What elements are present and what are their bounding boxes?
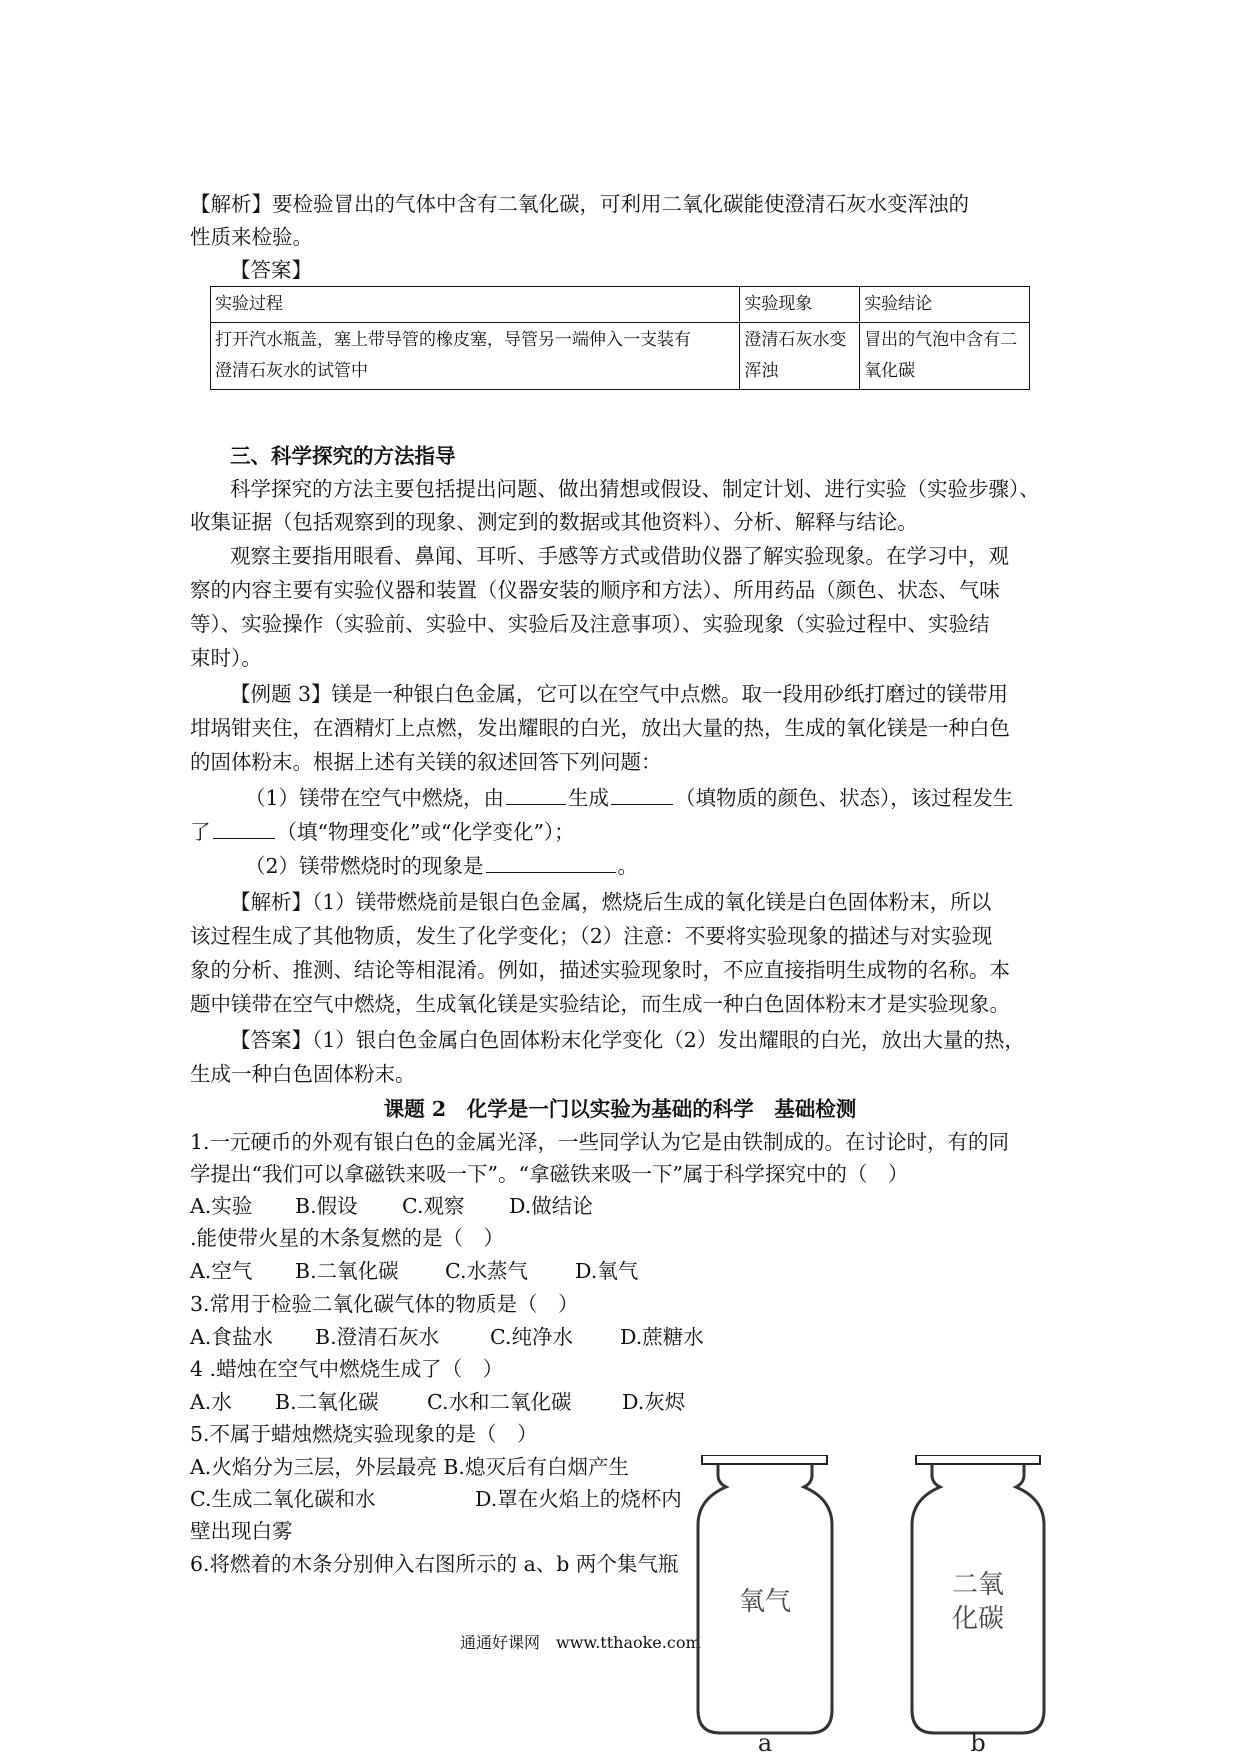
bottle-a-label: 氧气 <box>738 1587 792 1617</box>
bottle-b-label-line-1: 二氧 <box>951 1570 1005 1600</box>
example-3-question-1-cont <box>190 816 1060 848</box>
option-d: D.做结论 <box>509 1194 593 1218</box>
option-a: A.空气 <box>190 1259 253 1283</box>
bottle-a-lid <box>702 1455 827 1464</box>
bottle-a <box>698 1455 832 1733</box>
question-6-stem: 6.将燃着的木条分别伸入右图所示的 a、b 两个集气瓶 <box>190 1552 679 1576</box>
q1-text-3: （填物质的颜色、状态），该过程发生 <box>675 786 1014 810</box>
option-c: C.生成二氧化碳和水 <box>190 1487 376 1511</box>
answer-blank-2 <box>611 782 673 805</box>
question-4-options <box>190 1386 1060 1418</box>
option-d: D.蔗糖水 <box>620 1325 704 1349</box>
example-3-line-2: 坩埚钳夹住，在酒精灯上点燃，发出耀眼的白光，放出大量的热，生成的氧化镁是一种白色 <box>190 716 1010 740</box>
example-3-question-2 <box>245 850 1060 882</box>
bottle-b <box>912 1455 1044 1733</box>
section-3-p2-line-3: 等）、实验操作（实验前、实验中、实验后及注意事项）、实验现象（实验过程中、实验结 <box>190 612 990 636</box>
analysis-3-line-3: 象的分析、推测、结论等相混淆。例如，描述实验现象时，不应直接指明生成物的名称。本 <box>190 958 1010 982</box>
option-a: A.水 <box>190 1390 232 1414</box>
option-b: B.澄清石灰水 <box>315 1325 440 1349</box>
cell-conclusion-line-1: 冒出的气泡中含有二 <box>864 330 1018 350</box>
question-5-option-d-cont: 壁出现白雾 <box>190 1519 293 1543</box>
bottle-b-lid <box>916 1455 1040 1464</box>
q1-text-1: （1）镁带在空气中燃烧，由 <box>245 786 505 810</box>
section-3-p1-line-2: 收集证据（包括观察到的现象、测定到的数据或其他资料）、分析、解释与结论。 <box>190 510 918 534</box>
answer-3-line-2: 生成一种白色固体粉末。 <box>190 1062 416 1086</box>
caption-b: b <box>970 1729 986 1753</box>
option-a: A.实验 <box>190 1194 253 1218</box>
question-4-stem: 4 .蜡烛在空气中燃烧生成了（ ） <box>190 1357 504 1381</box>
example-3-question-1 <box>245 782 1060 814</box>
analysis-3-line-1: 【解析】（1）镁带燃烧前是银白色金属，燃烧后生成的氧化镁是白色固体粉末，所以 <box>230 890 992 914</box>
cell-phenomenon-line-2: 浑浊 <box>744 361 779 381</box>
option-c: C.水蒸气 <box>445 1259 528 1283</box>
option-a: A.食盐水 <box>190 1325 273 1349</box>
cell-process-line-2: 澄清石灰水的试管中 <box>215 361 368 381</box>
section-3-p1-line-1: 科学探究的方法主要包括提出问题、做出猜想或假设、制定计划、进行实验（实验步骤）、 <box>230 477 1040 501</box>
answer-table-row <box>211 323 1030 390</box>
header-phenomenon: 实验现象 <box>740 287 860 323</box>
cell-process-line-1: 打开汽水瓶盖，塞上带导管的橡皮塞，导管另一端伸入一支装有 <box>215 330 691 350</box>
answer-blank-3 <box>213 816 275 839</box>
q2-text-1: （2）镁带燃烧时的现象是 <box>245 854 484 878</box>
option-b: B.二氧化碳 <box>295 1259 399 1283</box>
answer-1-label: 【答案】 <box>230 258 312 282</box>
analysis-1-line-2: 性质来检验。 <box>190 225 313 249</box>
option-b: B.熄灭后有白烟产生 <box>443 1455 629 1479</box>
section-3-title: 三、科学探究的方法指导 <box>230 444 456 468</box>
answer-blank-4 <box>486 850 616 873</box>
option-c: C.水和二氧化碳 <box>427 1390 572 1414</box>
option-c: C.纯净水 <box>490 1325 573 1349</box>
cell-phenomenon-line-1: 澄清石灰水变 <box>744 330 847 350</box>
option-d: D.灰烬 <box>622 1390 686 1414</box>
cell-phenomenon <box>740 323 860 390</box>
option-d: D.氧气 <box>575 1259 639 1283</box>
section-3-p2-line-1: 观察主要指用眼看、鼻闻、耳听、手感等方式或借助仪器了解实验现象。在学习中，观 <box>230 544 1009 568</box>
bottle-b-label-line-2: 化碳 <box>951 1604 1005 1634</box>
q1-text-2: 生成 <box>568 786 610 810</box>
question-1-options <box>190 1190 1060 1222</box>
analysis-3-line-2: 该过程生成了其他物质，发生了化学变化；（2）注意：不要将实验现象的描述与对实验现 <box>190 924 993 948</box>
option-b: B.假设 <box>295 1194 358 1218</box>
answer-table <box>210 286 1030 390</box>
question-1-line-2: 学提出“我们可以拿磁铁来吸一下”。“拿磁铁来吸一下”属于科学探究中的（ ） <box>190 1162 909 1186</box>
option-b: B.二氧化碳 <box>275 1390 379 1414</box>
question-2-stem: .能使带火星的木条复燃的是（ ） <box>190 1226 505 1250</box>
question-2-options <box>190 1255 1060 1287</box>
cell-conclusion <box>860 323 1030 390</box>
lesson-heading: 课题 2 化学是一门以实验为基础的科学 基础检测 <box>383 1097 857 1121</box>
example-3-line-1: 【例题 3】镁是一种银白色金属，它可以在空气中点燃。取一段用砂纸打磨过的镁带用 <box>230 682 1009 706</box>
analysis-3-line-4: 题中镁带在空气中燃烧，生成氧化镁是实验结论，而生成一种白色固体粉末才是实验现象。 <box>190 992 1010 1016</box>
question-1-line-1: 1.一元硬币的外观有银白色的金属光泽，一些同学认为它是由铁制成的。在讨论时，有的同 <box>190 1130 1010 1154</box>
q1-text-4: 了 <box>190 820 211 844</box>
question-3-options <box>190 1321 1060 1353</box>
example-3-line-3: 的固体粉末。根据上述有关镁的叙述回答下列问题： <box>190 750 662 774</box>
option-d: D.罩在火焰上的烧杯内 <box>475 1487 682 1511</box>
header-conclusion: 实验结论 <box>860 287 1030 323</box>
header-process: 实验过程 <box>211 287 740 323</box>
answer-3-line-1: 【答案】（1）银白色金属白色固体粉末化学变化（2）发出耀眼的白光，放出大量的热， <box>230 1028 1025 1052</box>
answer-table-header-row <box>211 287 1030 323</box>
footer-watermark: 通通好课网 www.tthaoke.com <box>460 1633 701 1652</box>
answer-blank-1 <box>506 782 566 805</box>
question-5-stem: 5.不属于蜡烛燃烧实验现象的是（ ） <box>190 1422 538 1446</box>
option-a: A.火焰分为三层，外层最亮 <box>190 1455 437 1479</box>
option-c: C.观察 <box>402 1194 465 1218</box>
gas-bottles-figure <box>690 1455 1060 1753</box>
section-3-p2-line-4: 束时）。 <box>190 646 262 670</box>
cell-conclusion-line-2: 氧化碳 <box>864 361 916 381</box>
question-3-stem: 3.常用于检验二氧化碳气体的物质是（ ） <box>190 1292 579 1316</box>
section-3-p2-line-2: 察的内容主要有实验仪器和装置（仪器安装的顺序和方法）、所用药品（颜色、状态、气味 <box>190 578 1000 602</box>
analysis-1-line-1: 【解析】要检验冒出的气体中含有二氧化碳，可利用二氧化碳能使澄清石灰水变浑浊的 <box>190 192 969 216</box>
caption-a: a <box>757 1729 773 1753</box>
cell-process <box>211 323 740 390</box>
q1-text-5: （填“物理变化”或“化学变化”）； <box>276 820 575 844</box>
q2-text-2: 。 <box>617 854 639 878</box>
